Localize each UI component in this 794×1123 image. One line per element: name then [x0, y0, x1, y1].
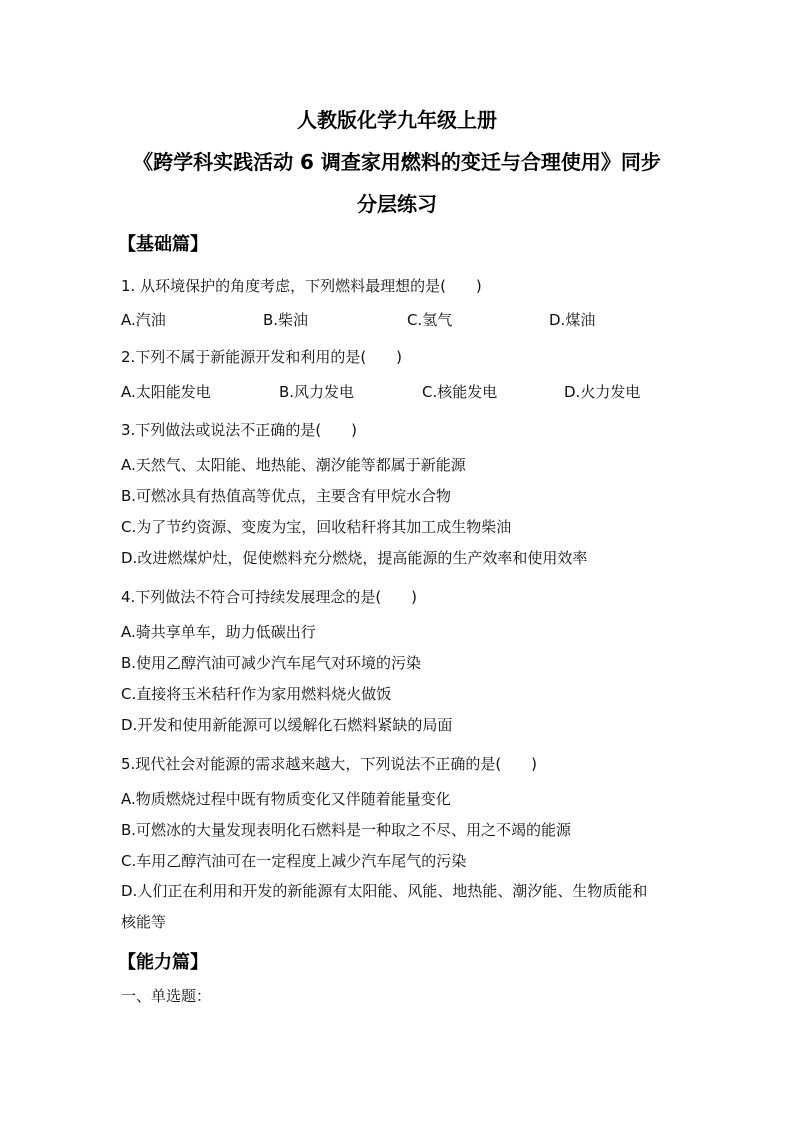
question-1-options: [121, 310, 681, 330]
question-5-option-d: D.人们正在利用和开发的新能源有太阳能、风能、地热能、潮汐能、生物质能和: [121, 882, 648, 900]
question-1-option-d: D.煤油: [549, 311, 596, 329]
section-basic-heading: 【基础篇】: [118, 234, 208, 255]
question-2-options: [121, 382, 681, 402]
question-2-option-a: A.太阳能发电: [121, 383, 211, 401]
question-1-option-b: B.柴油: [263, 311, 309, 329]
document-title: 人教版化学九年级上册: [297, 108, 497, 132]
question-5-option-b: B.可燃冰的大量发现表明化石燃料是一种取之不尽、用之不竭的能源: [121, 821, 572, 839]
question-5-option-a: A.物质燃烧过程中既有物质变化又伴随着能量变化: [121, 790, 451, 808]
section-ability-heading: 【能力篇】: [118, 952, 208, 973]
question-5-stem: 5.现代社会对能源的需求越来越大，下列说法不正确的是( ): [121, 755, 538, 773]
question-1-option-a: A.汽油: [121, 311, 166, 329]
question-2-option-b: B.风力发电: [279, 383, 355, 401]
question-4-stem: 4.下列做法不符合可持续发展理念的是( ): [121, 588, 418, 606]
question-2-option-c: C.核能发电: [422, 383, 498, 401]
question-1-option-c: C.氢气: [407, 311, 453, 329]
question-2-stem: 2.下列不属于新能源开发和利用的是( ): [121, 348, 403, 366]
question-3-stem: 3.下列做法或说法不正确的是( ): [121, 421, 358, 439]
question-3-option-c: C.为了节约资源、变废为宝，回收秸秆将其加工成生物柴油: [121, 518, 512, 536]
question-5-option-d-continued: 核能等: [121, 913, 167, 931]
question-4-option-d: D.开发和使用新能源可以缓解化石燃料紧缺的局面: [121, 716, 453, 734]
question-3-option-a: A.天然气、太阳能、地热能、潮汐能等都属于新能源: [121, 456, 466, 474]
single-choice-heading: 一、单选题：: [121, 987, 212, 1005]
question-2-option-d: D.火力发电: [564, 383, 641, 401]
document-subtitle-2: 分层练习: [357, 192, 437, 216]
document-subtitle: 《跨学科实践活动 6 调查家用燃料的变迁与合理使用》同步: [133, 150, 661, 174]
question-4-option-a: A.骑共享单车，助力低碳出行: [121, 623, 316, 641]
question-5-option-c: C.车用乙醇汽油可在一定程度上减少汽车尾气的污染: [121, 852, 467, 870]
question-4-option-b: B.使用乙醇汽油可减少汽车尾气对环境的污染: [121, 654, 422, 672]
question-3-option-b: B.可燃冰具有热值高等优点，主要含有甲烷水合物: [121, 487, 452, 505]
question-4-option-c: C.直接将玉米秸秆作为家用燃料烧火做饭: [121, 685, 392, 703]
question-3-option-d: D.改进燃煤炉灶，促使燃料充分燃烧，提高能源的生产效率和使用效率: [121, 549, 588, 567]
question-1-stem: 1. 从环境保护的角度考虑，下列燃料最理想的是( ): [121, 277, 482, 295]
